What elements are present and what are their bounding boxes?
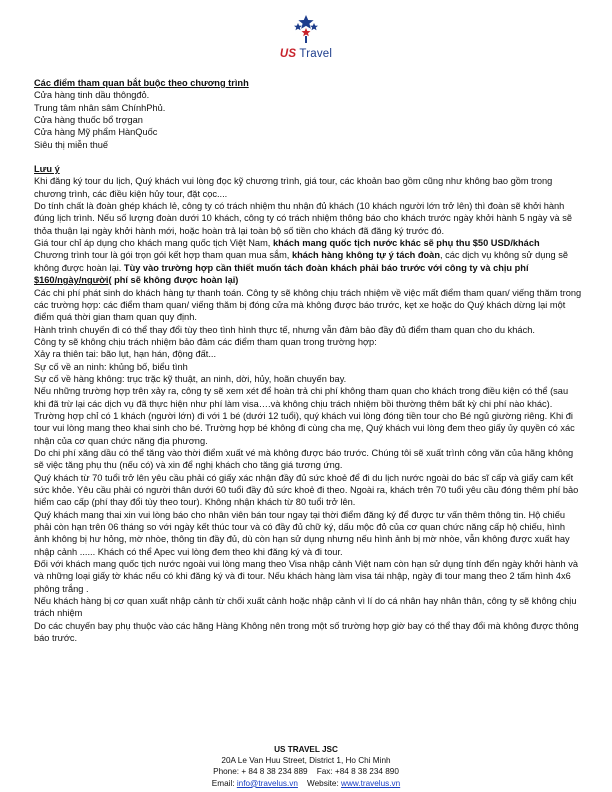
company-name: US TRAVEL JSC <box>274 745 338 754</box>
phone-number: + 84 8 38 234 889 <box>241 767 308 777</box>
note-paragraph: Nếu những trường hợp trên xảy ra, công ty sẽ xem xét để hoàn trả chi phí không tham quan cho khách trong điều kiện có thể (sau khi đã trừ lại các dịch vụ đã thực hiện như phí làm visa….và không chịu trách nhiệm bồi thường thêm bất kỳ chi phí nào khác). <box>34 386 569 409</box>
note-paragraph: Quý khách từ 70 tuổi trở lên yêu cầu phải có giấy xác nhận đầy đủ sức khoẻ để đi du lịch nước ngoài do bác sĩ cấp và giấy cam kết sức khỏe. Yêu cầu phải có người thân dưới 60 tuổi đầy đủ sức khoẻ đi theo. Ngoài ra, khách trên 70 tuổi yêu cầu đóng thêm phí bảo hiểm cao cấp (phí thay đổi tùy theo tour). Không nhận khách từ 80 tuổi trở lên. <box>34 472 579 508</box>
note-paragraph: Sự cố về an ninh: khủng bố, biểu tình <box>34 361 188 372</box>
us-travel-logo <box>0 14 612 62</box>
mandatory-stop-item: Cửa hàng thuốc bổ trợgan <box>34 115 143 126</box>
note-paragraph: Trường hợp chỉ có 1 khách (người lớn) đi với 1 bé (dưới 12 tuổi), quý khách vui lòng đóng tiền tour cho Bé ngủ giường riêng. Khi đi tour vui lòng mang theo khai sinh cho bé. Trường hợp bé không đi cùng cha mẹ, Quý khách vui lòng đem theo giấy ủy quyền có xác nhận của cơ quan chức năng địa phương. <box>34 410 575 446</box>
fax-number: +84 8 38 234 890 <box>334 767 399 777</box>
website-link[interactable]: www.travelus.vn <box>341 778 401 788</box>
note-paragraph: Do chi phí xăng dầu có thể tăng vào thời điểm xuất vé mà không được báo trước. Chúng tôi sẽ xuất trình công văn của hãng không sẽ việc tăng phụ thu (nếu có) và xin để nghị khách cho tăng giá tương ứng. <box>34 447 574 471</box>
note-paragraph: Các chi phí phát sinh do khách hàng tự thanh toán. Công ty sẽ không chịu trách nhiệm về việc mất điểm tham quan/ viếng thăm trong các trường hợp: các điểm tham quan/ viếng thăm bị đóng cửa mà không được báo trước, kẹt xe hoặc do Quý khách dừng lại một điểm quá thời gian tham quan quy định. <box>34 287 582 323</box>
note-paragraph: Xảy ra thiên tai: bão lụt, hạn hán, động đất... <box>34 349 217 360</box>
notes-heading: Lưu ý <box>34 164 60 175</box>
contact-line: Phone: + 84 8 38 234 889 Fax: +84 8 38 234 890 <box>213 767 399 777</box>
mandatory-stop-item: Siêu thị miễn thuế <box>34 139 109 150</box>
note-paragraph: Khi đăng ký tour du lịch, Quý khách vui lòng đọc kỹ chương trình, giá tour, các khoản bao gồm cũng như không bao gồm trong chương trình, các điều kiện hủy tour, đặt cọc.... <box>34 176 553 199</box>
note-paragraph-split-group: Chương trình tour là gói trọn gói kết hợp tham quan mua sắm, khách hàng không tự ý tách đoàn, các dịch vụ không sử dụng sẽ không được hoàn lại. Tùy vào trường hợp cần thiết muốn tách đoàn khách phải báo trước với công ty và chịu phí $160/ngày/người( phí sẽ không được hoàn lại) <box>34 250 569 286</box>
email-link[interactable]: info@travelus.vn <box>236 778 298 788</box>
tour-notes-body <box>34 77 582 644</box>
note-paragraph: Nếu khách hàng bị cơ quan xuất nhập cảnh từ chối xuất cảnh hoặc nhập cảnh vì lí do cá nhân hay nhân thân, công ty sẽ không chịu trách nhiệm <box>34 596 577 619</box>
mandatory-stop-item: Trung tâm nhân sâm ChínhPhủ. <box>34 102 166 113</box>
note-paragraph: Do tính chất là đoàn ghép khách lẻ, công ty có trách nhiệm thu nhận đủ khách (10 khách người lớn trở lên) thì đoàn sẽ khởi hành đúng lịch trình. Nếu số lượng đoàn dưới 10 khách, công ty có trách nhiệm thông báo cho khách trước ngày khởi hành 5 ngày và sẽ thỏa thuận lại ngày khởi hành mới, hoặc hoàn trả lại toàn bộ số tiền cho khách đã đăng ký trước đó. <box>34 201 573 236</box>
note-paragraph-surcharge: Giá tour chỉ áp dụng cho khách mang quốc tịch Việt Nam, khách mang quốc tịch nước khác sẽ phụ thu $50 USD/khách <box>34 238 540 249</box>
logo-wordmark: US Travel <box>279 48 333 60</box>
note-paragraph: Do các chuyến bay phụ thuộc vào các hãng Hàng Không nên trong một số trường hợp giờ bay có thể thay đổi mà không được thông báo trước. <box>34 620 579 644</box>
note-paragraph: Hành trình chuyến đi có thể thay đổi tùy theo tình hình thực tế, nhưng vẫn đảm bảo đầy đủ điểm tham quan cho du khách. <box>34 324 535 335</box>
note-paragraph: Đối với khách mang quốc tịch nước ngoài vui lòng mang theo Visa nhập cảnh Việt nam còn hạn sử dụng tính đến ngày khởi hành và và những loại giấy tờ khác nếu có khi đăng ký và đi tour. Nếu khách hàng làm visa tái nhập, ngày đi tour mang theo 2 tấm hình 4x6 phông trắng . <box>34 559 578 594</box>
company-footer <box>0 744 612 789</box>
mandatory-stops-heading: Các điểm tham quan bắt buộc theo chương trình <box>34 78 249 88</box>
note-paragraph: Quý khách mang thai xin vui lòng báo cho nhân viên bán tour ngay tại thời điểm đăng ký để được tư vấn thêm thông tin. Hộ chiếu phải còn hạn trên 06 tháng so với ngày kết thúc tour và có đầy đủ chữ ký, dấu mộc đỏ của cơ quan chức năng cấp hộ chiếu, hình ảnh không bị hư hỏng, mờ nhòe, thông tin đầy đủ, dù còn hạn sử dụng nhưng nếu hình ảnh bị mờ nhòe, vẫn không được xuất hay nhập cảnh ...... Khách có thể Apec vui lòng đem theo khi đăng ký và đi tour. <box>34 509 570 557</box>
web-line: Email: info@travelus.vn Website: www.travelus.vn <box>211 778 401 788</box>
star-tree-logo-icon <box>290 14 322 44</box>
company-address: 20A Le Van Huu Street, District 1, Ho Chi Minh <box>221 756 391 766</box>
mandatory-stop-item: Cửa hàng Mỹ phẩm HànQuốc <box>34 127 158 138</box>
mandatory-stop-item: Cửa hàng tinh dầu thôngđỏ. <box>34 90 150 101</box>
note-paragraph: Sự cố về hàng không: trục trặc kỹ thuật, an ninh, dời, hủy, hoãn chuyến bay. <box>34 373 347 384</box>
note-paragraph: Công ty sẽ không chịu trách nhiệm bảo đảm các điểm tham quan trong trường hợp: <box>34 336 377 347</box>
